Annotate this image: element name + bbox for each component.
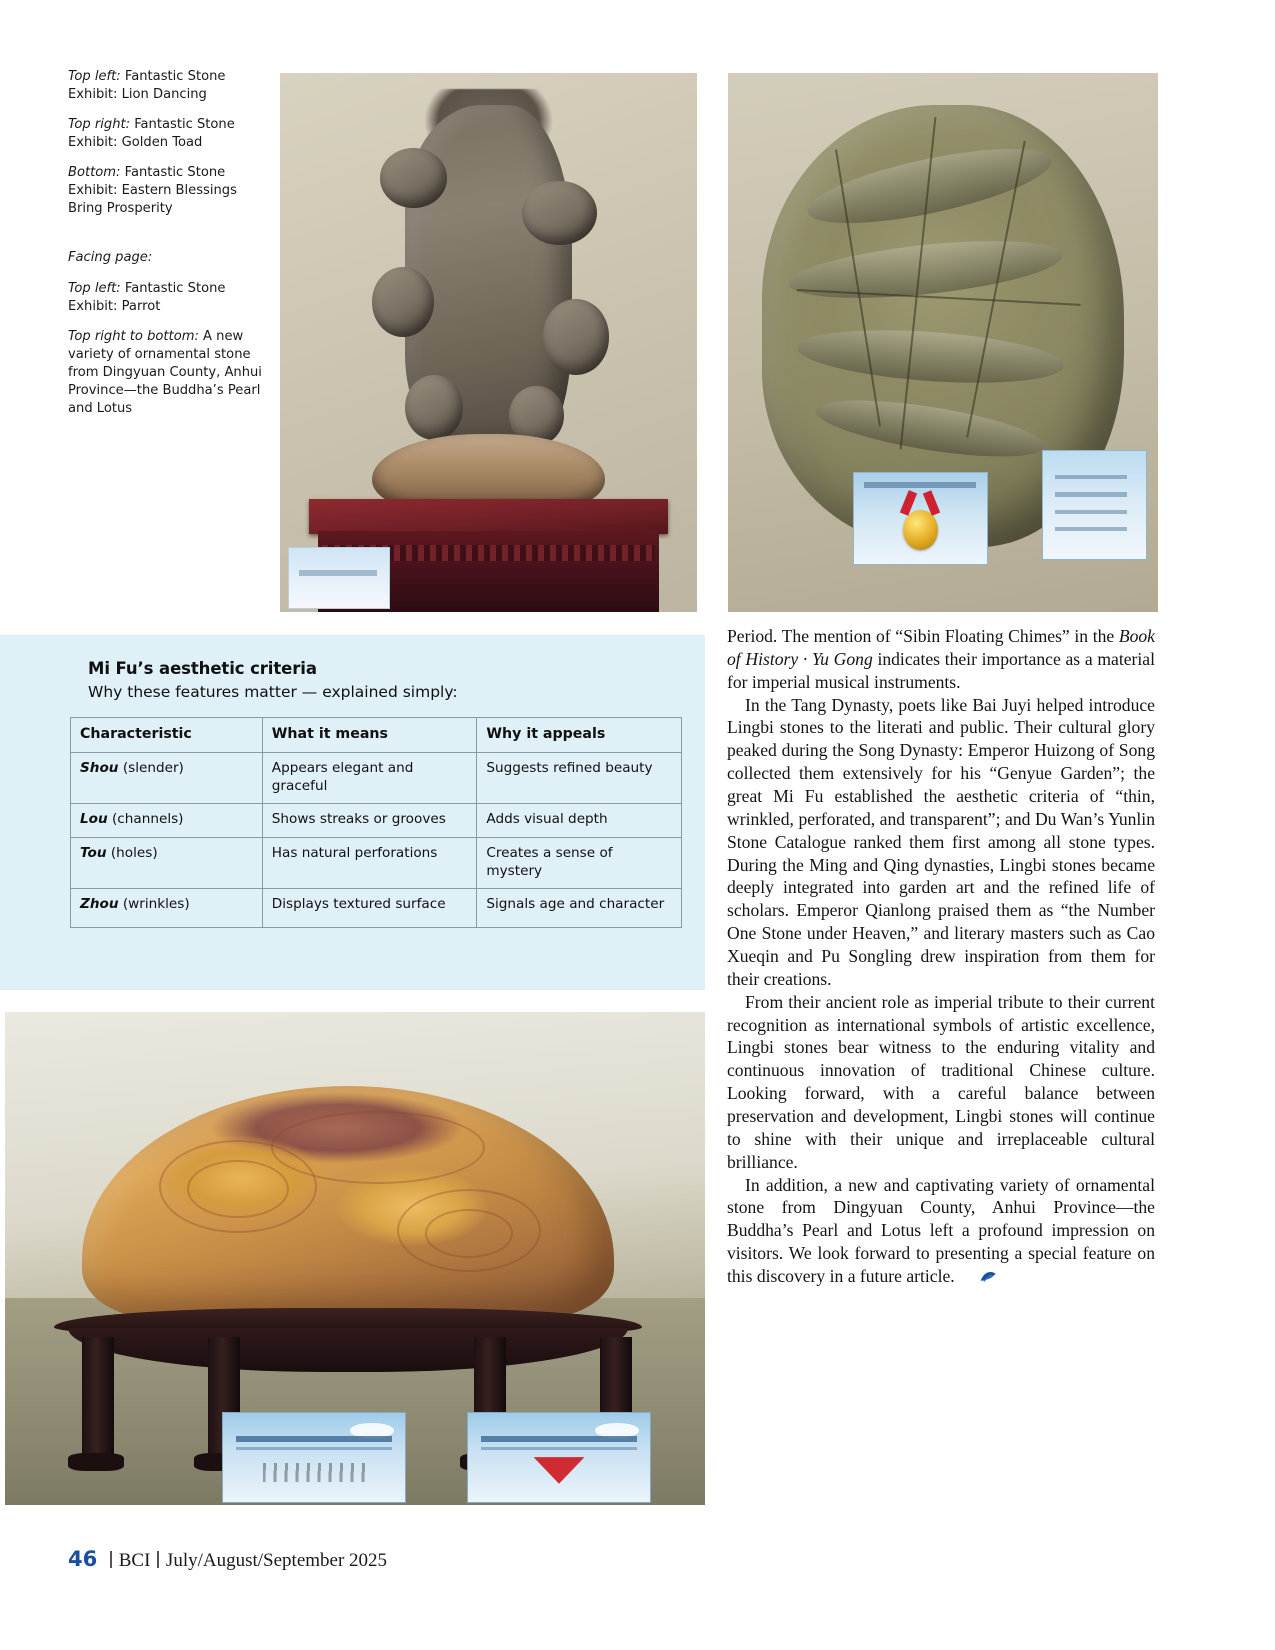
- placard-handwriting: [263, 1463, 369, 1483]
- end-of-article-icon: [961, 1267, 981, 1282]
- caption-lead-label: Top left:: [68, 69, 121, 84]
- table-row: [71, 804, 682, 837]
- exhibit-placard-info: [1042, 450, 1147, 560]
- placard-text-line: [1055, 492, 1127, 496]
- table-row: [71, 837, 682, 888]
- stone-banding: [425, 1209, 513, 1257]
- page-footer: [68, 1547, 387, 1572]
- cell-what-it-means: Appears elegant and graceful: [262, 753, 477, 804]
- caption-text: Fantastic Stone Exhibit: Golden Toad: [68, 117, 235, 151]
- caption-text: A new variety of ornamental stone from Dingyuan County, Anhui Province—the Buddha’s Pearl and Lotus: [68, 328, 262, 416]
- stone-lobe: [405, 375, 463, 440]
- cell-characteristic: [71, 804, 263, 837]
- cell-characteristic: [71, 837, 263, 888]
- term-romanization: Shou: [80, 760, 119, 777]
- placard-header-line: [864, 482, 976, 487]
- body-text: Period. The mention of “Sibin Floating Chimes” in the: [727, 626, 1119, 646]
- page-number: 46: [68, 1547, 98, 1571]
- caption-line: [68, 280, 273, 316]
- term-gloss: (channels): [107, 811, 184, 828]
- term-romanization: Lou: [80, 811, 108, 828]
- placard-text-line: [1055, 510, 1127, 514]
- caption-lead-label: Top right:: [68, 117, 131, 133]
- body-text: indicates their importance as a material for imperial musical instruments.: [727, 648, 1155, 692]
- term-gloss: (holes): [106, 844, 158, 861]
- stone-lobe: [380, 148, 447, 207]
- issue-date: July/August/September 2025: [165, 1550, 388, 1571]
- term-romanization: Zhou: [80, 896, 119, 913]
- placard-text-line: [1055, 527, 1127, 531]
- column-header-why-it-appeals: Why it appeals: [477, 718, 682, 753]
- caption-lead-label: Bottom:: [68, 165, 121, 181]
- caption-line: [68, 328, 273, 418]
- term-gloss: (slender): [118, 760, 184, 777]
- stone-lobe: [543, 299, 610, 374]
- cell-why-it-appeals: Creates a sense of mystery: [477, 837, 682, 888]
- table-header-row: [71, 718, 682, 753]
- book-title-italic: Book of History · Yu Gong: [727, 626, 1155, 669]
- stone-banding: [271, 1111, 485, 1184]
- pedestal-top: [309, 499, 668, 534]
- caption-lead-label: Top right to bottom:: [68, 328, 199, 344]
- caption-lead-label: Top left:: [68, 280, 121, 296]
- stand-foot: [68, 1453, 124, 1470]
- caption-text: Fantastic Stone Exhibit: Lion Dancing: [68, 69, 226, 103]
- body-paragraph: [727, 625, 1155, 694]
- caption-line: [68, 116, 273, 152]
- photo-caption-block: [68, 68, 273, 430]
- exhibit-placard-left: [222, 1412, 406, 1503]
- cell-why-it-appeals: Suggests refined beauty: [477, 753, 682, 804]
- publication-name: BCI: [118, 1550, 151, 1571]
- placard-ribbon-graphic: [534, 1457, 585, 1484]
- caption-text: Fantastic Stone Exhibit: Eastern Blessings Bring Prosperity: [68, 165, 237, 217]
- photo-pearl-and-lotus: [5, 1012, 705, 1505]
- column-header-characteristic: Characteristic: [71, 718, 263, 753]
- caption-line: [68, 68, 273, 104]
- stone-lobe: [522, 181, 597, 246]
- stone-lobe: [372, 267, 435, 337]
- placard-subheader-line: [236, 1447, 393, 1451]
- table-row: [71, 889, 682, 928]
- footer-divider: [110, 1551, 112, 1568]
- stand-leg: [82, 1337, 114, 1460]
- placard-text-line: [1055, 475, 1127, 479]
- cell-characteristic: [71, 753, 263, 804]
- footer-divider: [157, 1551, 159, 1568]
- facing-page-label: Facing page:: [68, 250, 153, 266]
- cell-what-it-means: Shows streaks or grooves: [262, 804, 477, 837]
- mi-fu-criteria-sidebar: [0, 635, 705, 990]
- placard-header-line: [236, 1436, 393, 1442]
- exhibit-placard-right: [467, 1412, 651, 1503]
- photo-lion-dancing: [280, 73, 697, 612]
- table-row: [71, 753, 682, 804]
- body-paragraph: From their ancient role as imperial tribute to their current recognition as international symbols of artistic excellence, Lingbi stones bear witness to the enduring vitality and continuous innovation of traditional Chinese culture. Looking forward, with a careful balance between preservation and development, Lingbi stones will continue to shine with their unique and irreplaceable cultural brilliance.: [727, 991, 1155, 1172]
- article-body-column: [727, 625, 1155, 1288]
- caption-line: [68, 164, 273, 218]
- term-gloss: (wrinkles): [118, 896, 190, 913]
- gold-medal-icon: [903, 510, 938, 550]
- body-text: In addition, a new and captivating variety of ornamental stone from Dingyuan County, Anhui Province—the Buddha’s Pearl and Lotus left a profound impression on visitors. We look forward to presenting a special feature on this discovery in a future article.: [727, 1174, 1155, 1287]
- stone-banding: [187, 1160, 289, 1218]
- cell-what-it-means: Has natural perforations: [262, 837, 477, 888]
- body-paragraph-final: [727, 1174, 1155, 1288]
- body-paragraph: In the Tang Dynasty, poets like Bai Juyi helped introduce Lingbi stones to the literati and public. Their cultural glory peaked during the Song Dynasty: Emperor Huizong of Song collected them extensively for his “Genyue Garden”; the great Mi Fu established the aesthetic criteria of “thin, wrinkled, perforated, and transparent”; and Du Wan’s Yunlin Stone Catalogue ranked them first among all stone types. During the Ming and Qing dynasties, Lingbi stones became deeply integrated into garden art and the refined life of scholars. Emperor Qianlong praised them as “the Number One Stone under Heaven,” and literary masters such as Cao Xueqin and Pu Songling drew inspiration from them for their creations.: [727, 694, 1155, 989]
- criteria-table: [70, 717, 682, 928]
- caption-spacer: [68, 230, 273, 249]
- cell-characteristic: [71, 889, 263, 928]
- cell-what-it-means: Displays textured surface: [262, 889, 477, 928]
- caption-text: Fantastic Stone Exhibit: Parrot: [68, 280, 226, 314]
- exhibit-placard: [288, 547, 390, 608]
- column-header-what-it-means: What it means: [262, 718, 477, 753]
- photo-golden-toad: [728, 73, 1158, 612]
- cell-why-it-appeals: Adds visual depth: [477, 804, 682, 837]
- cell-why-it-appeals: Signals age and character: [477, 889, 682, 928]
- exhibit-placard-award: [853, 472, 988, 566]
- sidebar-subtitle: Why these features matter — explained simply:: [88, 683, 458, 701]
- placard-subheader-line: [481, 1447, 638, 1451]
- sidebar-title: Mi Fu’s aesthetic criteria: [88, 659, 317, 678]
- placard-header-line: [481, 1436, 638, 1442]
- term-romanization: Tou: [80, 844, 107, 861]
